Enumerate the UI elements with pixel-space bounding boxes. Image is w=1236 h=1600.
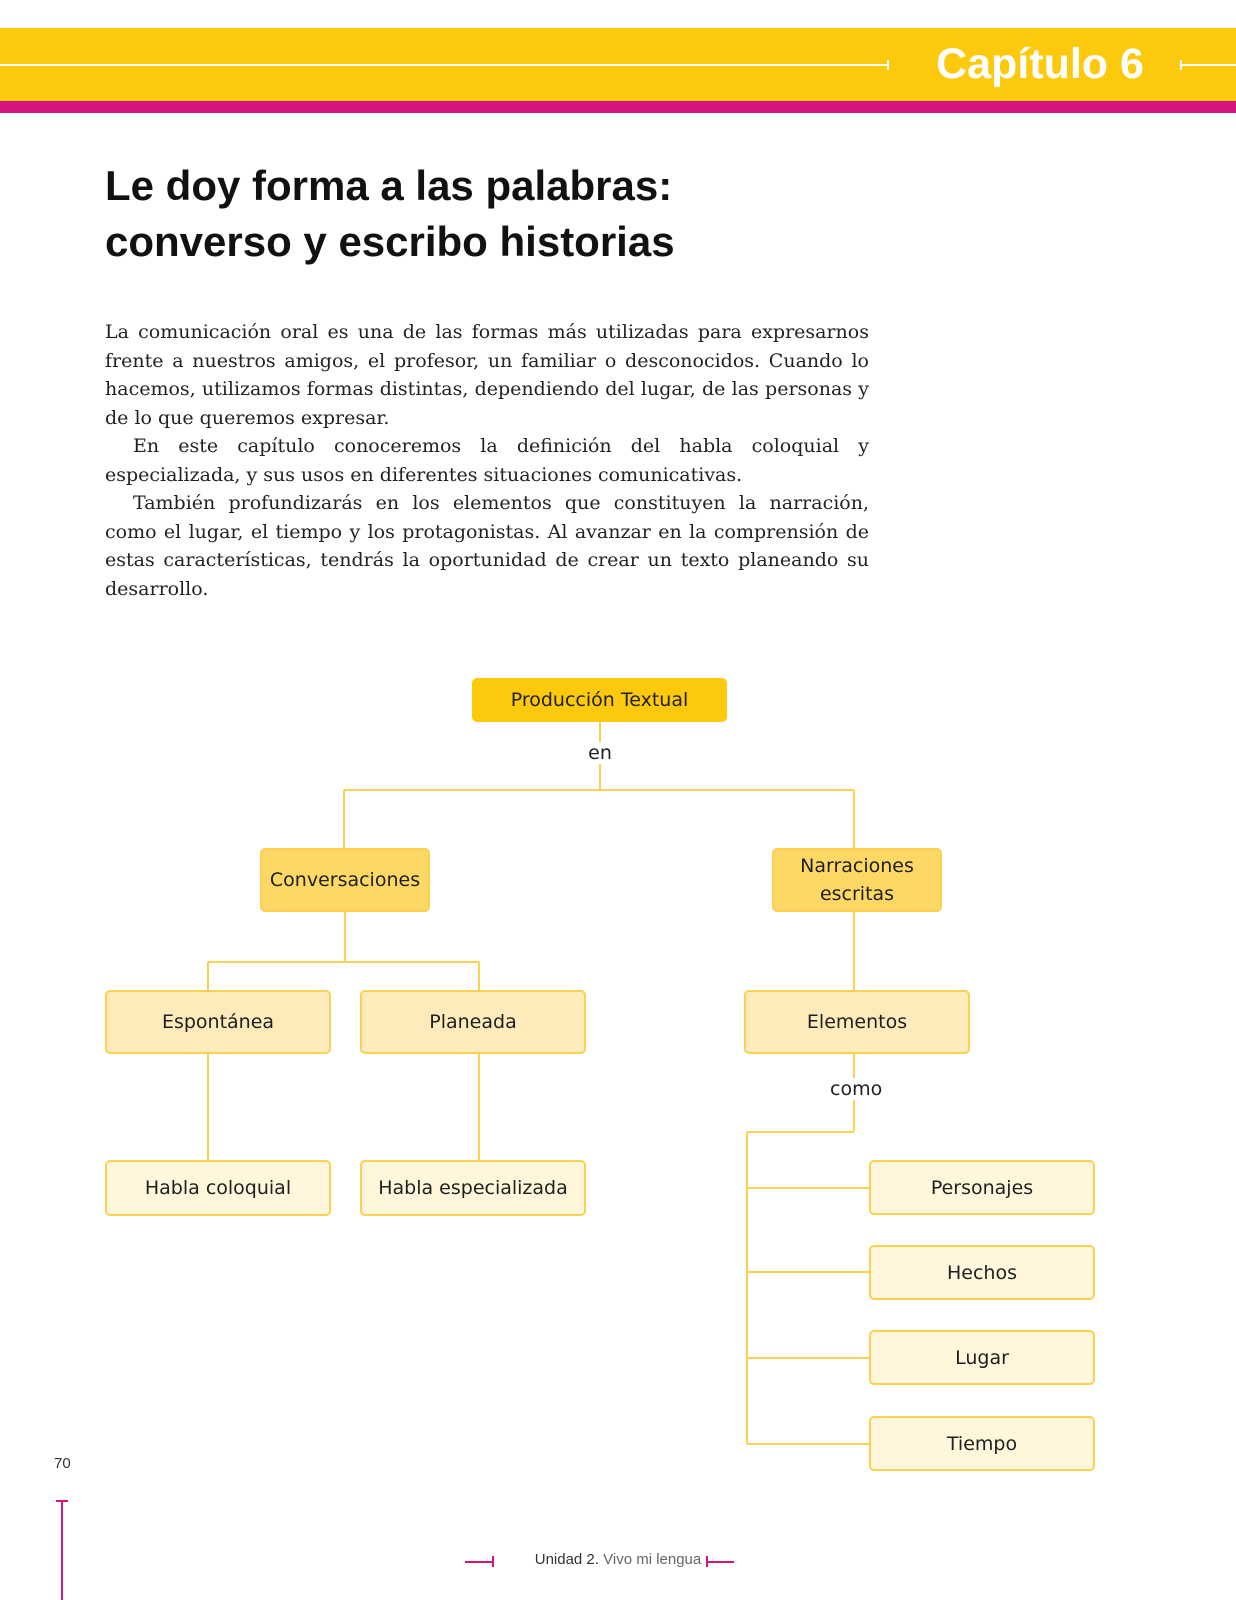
connector-como: como — [826, 1078, 886, 1100]
chapter-label: Capítulo 6 — [936, 40, 1144, 88]
node-hechos — [869, 1245, 1095, 1300]
node-personajes-label: Personajes — [930, 1176, 1034, 1199]
header-rule-left — [0, 64, 888, 66]
node-conversaciones-label: Conversaciones — [269, 869, 421, 891]
intro-text — [105, 318, 869, 603]
node-tiempo — [869, 1416, 1095, 1471]
node-espontanea — [105, 990, 331, 1054]
footer-rule-right — [706, 1561, 734, 1563]
connector-en: en — [580, 742, 620, 764]
page-title-line-2: converso y escribo historias — [105, 218, 675, 265]
node-narraciones-label-line-2: escritas — [819, 883, 895, 905]
intro-paragraph-1: La comunicación oral es una de las formas más utilizadas para expresarnos frente a nuestros amigos, el profesor, un familiar o desconocidos. Cuando lo hacemos, utilizamos formas distintas, dependiendo del lugar, de las personas y de lo que queremos expresar. — [105, 321, 869, 429]
node-hechos-label: Hechos — [947, 1261, 1017, 1284]
node-lugar-label: Lugar — [955, 1346, 1009, 1369]
node-narraciones-label-line-1: Narraciones — [800, 855, 914, 877]
header-rule-right — [1180, 64, 1236, 66]
page-title-line-1: Le doy forma a las palabras: — [105, 162, 673, 209]
node-produccion-textual-label: Producción Textual — [510, 689, 689, 711]
footer-unit-title: Vivo mi lengua — [603, 1551, 702, 1568]
node-habla-especializada — [360, 1160, 586, 1216]
header-rule-tick-right — [1180, 60, 1182, 70]
node-elementos — [744, 990, 970, 1054]
node-planeada — [360, 990, 586, 1054]
intro-paragraph-2: En este capítulo conoceremos la definición del habla coloquial y especializada, y sus usos en diferentes situaciones comunicativas. — [105, 435, 869, 486]
node-produccion-textual — [472, 678, 727, 722]
node-conversaciones — [260, 848, 430, 912]
intro-paragraph-3: También profundizarás en los elementos que constituyen la narración, como el lugar, el tiempo y los protagonistas. Al avanzar en la comprensión de estas características, tendrás la oportunidad de crear un texto planeando su desarrollo. — [105, 492, 869, 600]
page-number: 70 — [54, 1455, 71, 1472]
node-planeada-label: Planeada — [429, 1011, 517, 1033]
footer-unit — [0, 1551, 1236, 1568]
node-lugar — [869, 1330, 1095, 1385]
page-title — [105, 158, 905, 270]
node-personajes — [869, 1160, 1095, 1215]
node-narraciones-escritas — [772, 848, 942, 912]
footer-unit-label: Unidad 2. — [534, 1551, 599, 1568]
node-habla-especializada-label: Habla especializada — [378, 1177, 568, 1199]
node-elementos-label: Elementos — [806, 1011, 908, 1033]
node-tiempo-label: Tiempo — [946, 1432, 1018, 1455]
chapter-header-accent-stripe — [0, 101, 1236, 113]
node-habla-coloquial-label: Habla coloquial — [144, 1177, 292, 1199]
header-rule-tick-left — [887, 60, 889, 70]
node-espontanea-label: Espontánea — [161, 1011, 275, 1033]
node-habla-coloquial — [105, 1160, 331, 1216]
side-rule — [61, 1500, 63, 1600]
